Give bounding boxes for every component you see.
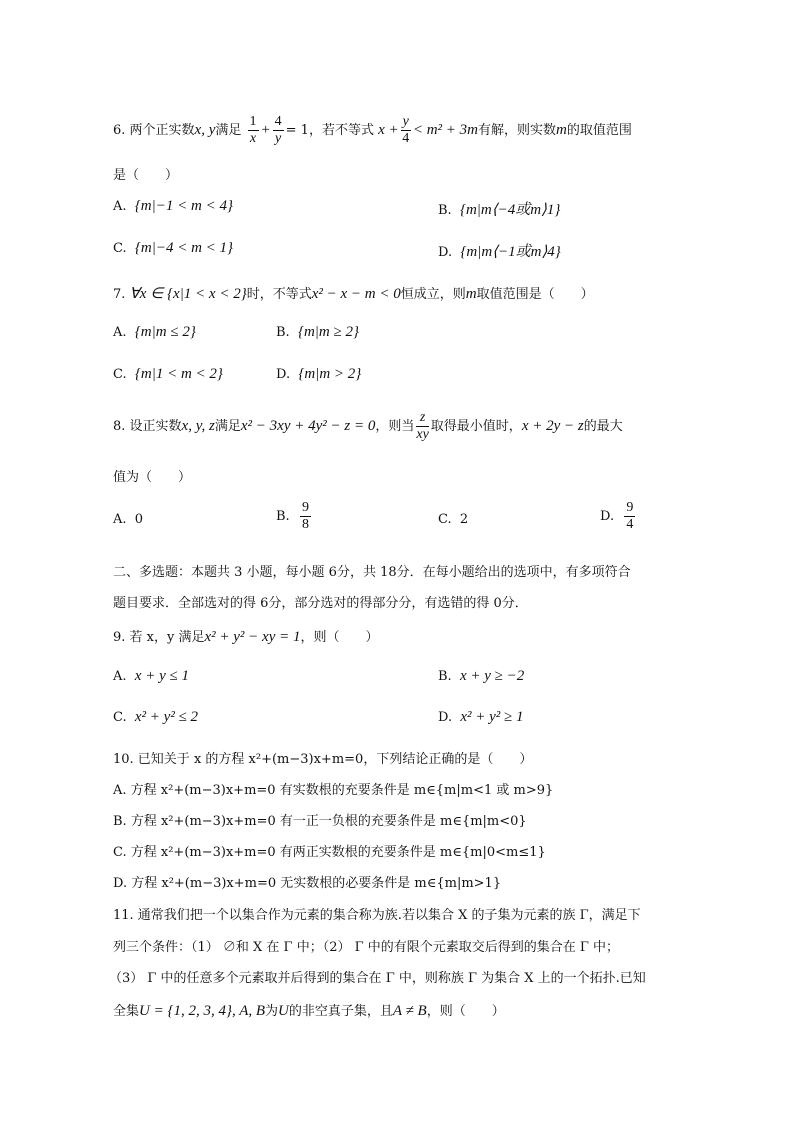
- q6-var-m: m: [556, 122, 567, 138]
- q8-stem-e: 的最大: [583, 419, 623, 434]
- q10-option-d: D. 方程 x²+(m−3)x+m=0 无实数根的必要条件是 m∈{m|m>1}: [113, 876, 502, 891]
- q8-option-b-frac: [300, 500, 311, 533]
- q9-stem-b: ，则（ ）: [300, 630, 379, 645]
- q7-stem-b: 时，不等式: [246, 287, 312, 302]
- q9-stem-eq: x² + y² − xy = 1: [204, 629, 301, 645]
- option-label: A.: [113, 325, 127, 340]
- q6-tail: 有解，则实数: [478, 123, 557, 138]
- option-label: C.: [113, 367, 127, 382]
- option-text: {m|m⟨−1或m⟩4}: [460, 244, 561, 260]
- q9-option-b: [438, 668, 524, 685]
- q11-line4-a: 全集: [113, 1004, 140, 1019]
- q7-option-b: [276, 324, 359, 341]
- q6-frac3-den: 4: [402, 131, 410, 146]
- option-label: C.: [113, 241, 127, 256]
- q11-line4-math: U = {1, 2, 3, 4}, A, B: [139, 1003, 266, 1019]
- q11-line4-neq: A ≠ B: [392, 1003, 427, 1019]
- q8-stem-vars: x, y, z: [181, 418, 215, 434]
- q8-frac: [416, 410, 428, 443]
- option-label: A.: [113, 199, 127, 214]
- q8-stem-c: ，则当: [375, 419, 415, 434]
- option-frac-den: 8: [301, 517, 309, 532]
- q6-mid1: 满足: [215, 123, 242, 138]
- q11-line2: 列三个条件：（1） ∅和 X 在 Γ 中；（2） Γ 中的有限个元素取交后得到的集合在 Γ 中；: [113, 940, 620, 955]
- q7-stem-math: ∀x ∈ {x|1 < x < 2}: [129, 286, 247, 302]
- option-label: D.: [600, 509, 615, 524]
- q6-stem-prefix: 6. 两个正实数: [113, 123, 195, 138]
- q11-line4-d: ，则（ ）: [426, 1004, 505, 1019]
- option-text: {m|m ≥ 2}: [297, 324, 359, 340]
- q8-frac-den: xy: [416, 427, 429, 442]
- q8-stem-expr: x + 2y − z: [521, 418, 584, 434]
- q7-stem: [113, 283, 594, 303]
- option-text: {m|m ≤ 2}: [134, 324, 196, 340]
- q10-option-c: C. 方程 x²+(m−3)x+m=0 有两正实数根的充要条件是 m∈{m|0<m≤1}: [113, 845, 546, 860]
- q6-ineq-right: < m² + 3m: [412, 122, 478, 138]
- q6-option-d: [438, 240, 561, 261]
- q7-stem-c: 恒成立，则: [400, 287, 466, 302]
- q9-option-c: [113, 709, 198, 726]
- q6-stem-line2: 是（ ）: [113, 168, 179, 183]
- option-text: {m|1 < m < 2}: [134, 366, 223, 382]
- option-label: B.: [438, 669, 452, 684]
- q6-tail2: 的取值范围: [566, 123, 632, 138]
- option-frac-num: 9: [301, 500, 309, 515]
- q8-stem-d: 取得最小值时，: [430, 419, 522, 434]
- q11-line1: 11. 通常我们把一个以集合作为元素的集合称为族.若以集合 X 的子集为元素的族 Γ，满足下: [113, 908, 641, 923]
- option-label: A.: [113, 512, 127, 527]
- q8-stem-line2: 值为（ ）: [113, 470, 192, 485]
- q6-stem: [113, 114, 632, 147]
- q7-option-c: [113, 366, 223, 383]
- q6-frac2-den: y: [275, 131, 282, 146]
- section2-line1: 二、多选题：本题共 3 小题，每小题 6分，共 18分．在每小题给出的选项中，有多项符合: [113, 565, 631, 580]
- q11-line4: [113, 1000, 505, 1020]
- option-text: x² + y² ≤ 2: [134, 709, 199, 725]
- q9-option-d: [438, 709, 524, 726]
- q6-frac2: [273, 114, 284, 147]
- option-text: 2: [459, 512, 469, 527]
- q8-option-d: [600, 500, 637, 533]
- q8-option-a: [113, 512, 143, 527]
- q10-stem: 10. 已知关于 x 的方程 x²+(m−3)x+m=0，下列结论正确的是（ ）: [113, 752, 533, 767]
- q11-line4-c: 的非空真子集，且: [288, 1004, 393, 1019]
- q11-line4-b: 为: [265, 1004, 279, 1019]
- q7-stem-d: 取值范围是（ ）: [476, 287, 594, 302]
- option-label: B.: [276, 325, 290, 340]
- q8-stem-a: 8. 设正实数: [113, 419, 182, 434]
- q9-option-a: [113, 668, 189, 685]
- q7-stem-a: 7.: [113, 287, 130, 302]
- q6-frac1-den: x: [249, 131, 257, 146]
- q6-option-a: [113, 198, 233, 215]
- q6-eq1: = 1，若不等式: [285, 123, 374, 138]
- q6-frac3: [401, 114, 411, 147]
- q11-line4-u: U: [278, 1003, 289, 1019]
- q6-option-b: [438, 198, 560, 219]
- q6-frac2-num: 4: [274, 114, 282, 129]
- option-text: {m|m > 2}: [298, 366, 362, 382]
- q6-ineq-left: x +: [378, 122, 399, 138]
- q6-frac1: [248, 114, 259, 147]
- q8-option-b: [276, 500, 313, 533]
- q8-frac-num: z: [416, 410, 428, 427]
- option-text: {m|m⟨−4或m⟩1}: [459, 202, 561, 218]
- option-text: x + y ≤ 1: [134, 668, 189, 684]
- section2-line2: 题目要求．全部选对的得 6分，部分选对的得部分分，有选错的得 0分．: [113, 596, 528, 611]
- q7-stem-ineq: x² − x − m < 0: [311, 286, 401, 302]
- option-label: C.: [113, 710, 127, 725]
- option-text: {m|−4 < m < 1}: [134, 240, 234, 256]
- q8-stem-b: 满足: [214, 419, 241, 434]
- q6-frac1-num: 1: [249, 114, 257, 129]
- option-label: B.: [438, 203, 452, 218]
- q10-option-b: B. 方程 x²+(m−3)x+m=0 有一正一负根的充要条件是 m∈{m|m<0}: [113, 814, 527, 829]
- option-label: D.: [438, 710, 453, 725]
- q8-stem-eq: x² − 3xy + 4y² − z = 0: [240, 418, 376, 434]
- q7-option-a: [113, 324, 196, 341]
- option-frac-num: 9: [626, 500, 634, 515]
- q6-option-c: [113, 240, 233, 257]
- q9-stem-a: 9. 若 x，y 满足: [113, 630, 205, 645]
- q7-stem-m: m: [465, 286, 477, 302]
- option-label: A.: [113, 669, 127, 684]
- option-label: D.: [276, 367, 291, 382]
- q9-stem: [113, 626, 379, 646]
- q8-option-c: [438, 512, 468, 527]
- option-label: B.: [276, 509, 290, 524]
- q8-stem: [113, 410, 623, 443]
- q11-line3: （3） Γ 中的任意多个元素取并后得到的集合在 Γ 中，则称族 Γ 为集合 X 上的一个拓扑.已知: [109, 971, 646, 986]
- q10-option-a: A. 方程 x²+(m−3)x+m=0 有实数根的充要条件是 m∈{m|m<1 或 m>9}: [113, 783, 554, 798]
- q6-vars: x, y: [194, 122, 216, 138]
- q7-option-d: [276, 366, 361, 383]
- q6-plus: +: [260, 122, 271, 138]
- option-label: C.: [438, 512, 452, 527]
- option-text: {m|−1 < m < 4}: [134, 198, 233, 214]
- option-text: x² + y² ≥ 1: [460, 709, 524, 725]
- option-label: D.: [438, 245, 453, 260]
- option-text: 0: [134, 512, 144, 527]
- option-frac-den: 4: [626, 517, 634, 532]
- option-text: x + y ≥ −2: [459, 668, 525, 684]
- q8-option-d-frac: [624, 500, 635, 533]
- q6-frac3-num: y: [402, 114, 409, 129]
